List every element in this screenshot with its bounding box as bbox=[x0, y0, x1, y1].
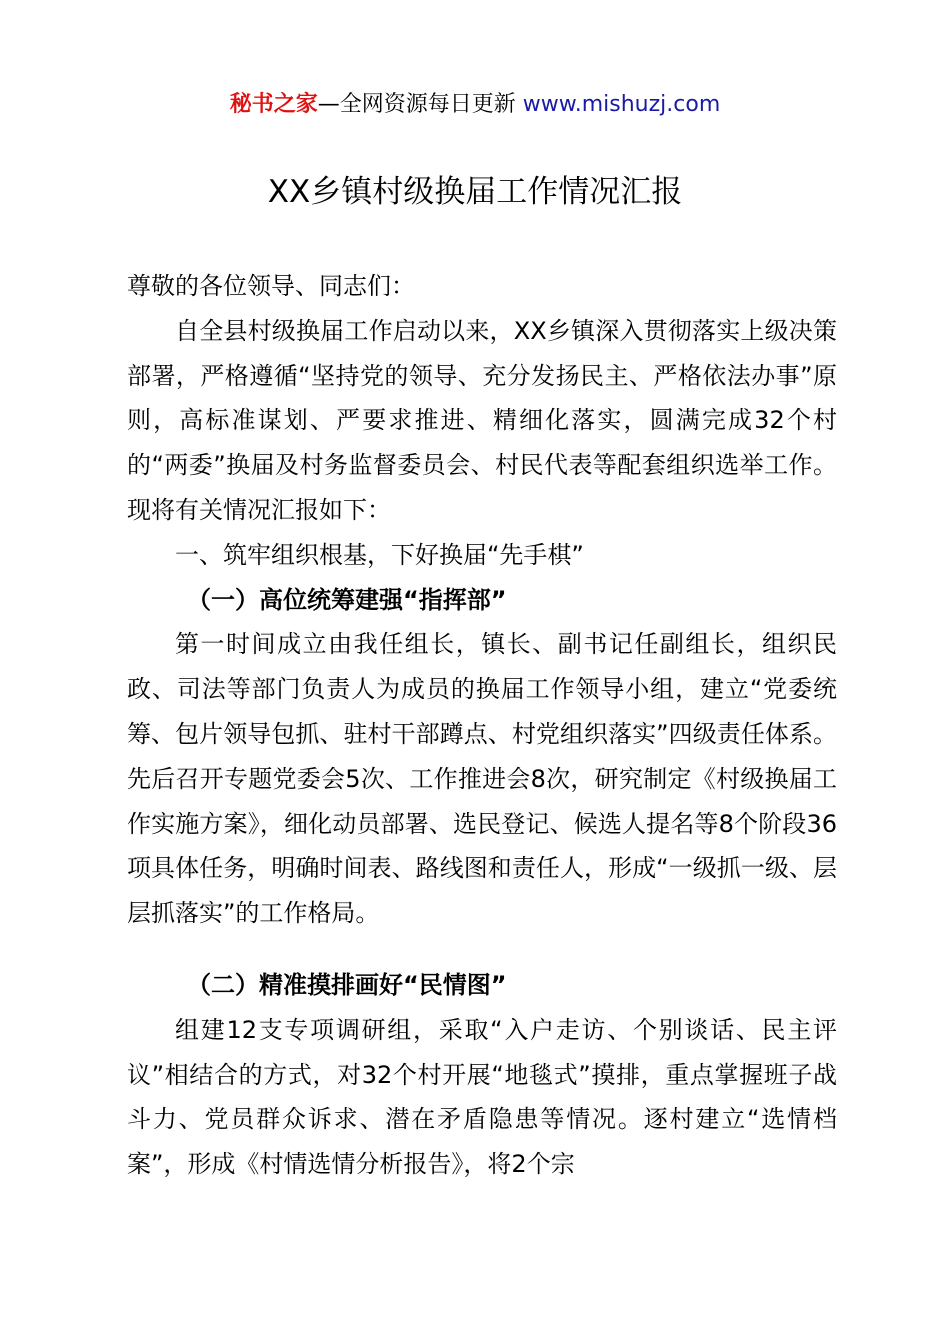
subsection-2-heading: （二）精准摸排画好“民情图” bbox=[187, 970, 507, 999]
site-header bbox=[0, 88, 950, 122]
subsection-2-paragraph: 组建12支专项调研组，采取“入户走访、个别谈话、民主评议”相结合的方式，对32个村开展“地毯式”摸排，重点掌握班子战斗力、党员群众诉求、潜在矛盾隐患等情况。逐村建立“选情档案”，形成《村情选情分析报告》，将2个宗 bbox=[127, 1015, 837, 1179]
subsection-1-heading: （一）高位统筹建强“指挥部” bbox=[187, 585, 507, 614]
document-body bbox=[127, 264, 837, 1187]
intro-paragraph: 自全县村级换届工作启动以来，XX乡镇深入贯彻落实上级决策部署，严格遵循“坚持党的领导、充分发扬民主、严格依法办事”原则，高标准谋划、严要求推进、精细化落实，圆满完成32个村的“两委”换届及村务监督委员会、村民代表等配套组织选举工作。现将有关情况汇报如下： bbox=[127, 316, 837, 524]
section-1-heading: 一、筑牢组织根基，下好换届“先手棋” bbox=[175, 540, 584, 569]
brand-name: 秘书之家 bbox=[229, 92, 318, 117]
site-url-link[interactable]: www.mishuzj.com bbox=[522, 92, 721, 117]
header-tagline: —全网资源每日更新 bbox=[317, 92, 516, 117]
subsection-1-paragraph: 第一时间成立由我任组长，镇长、副书记任副组长，组织民政、司法等部门负责人为成员的换届工作领导小组，建立“党委统筹、包片领导包抓、驻村干部蹲点、村党组织落实”四级责任体系。先后召开专题党委会5次、工作推进会8次，研究制定《村级换届工作实施方案》，细化动员部署、选民登记、候选人提名等8个阶段36项具体任务，明确时间表、路线图和责任人，形成“一级抓一级、层层抓落实”的工作格局。 bbox=[127, 630, 837, 928]
salutation: 尊敬的各位领导、同志们： bbox=[127, 272, 415, 300]
document-title: XX乡镇村级换届工作情况汇报 bbox=[267, 174, 683, 210]
